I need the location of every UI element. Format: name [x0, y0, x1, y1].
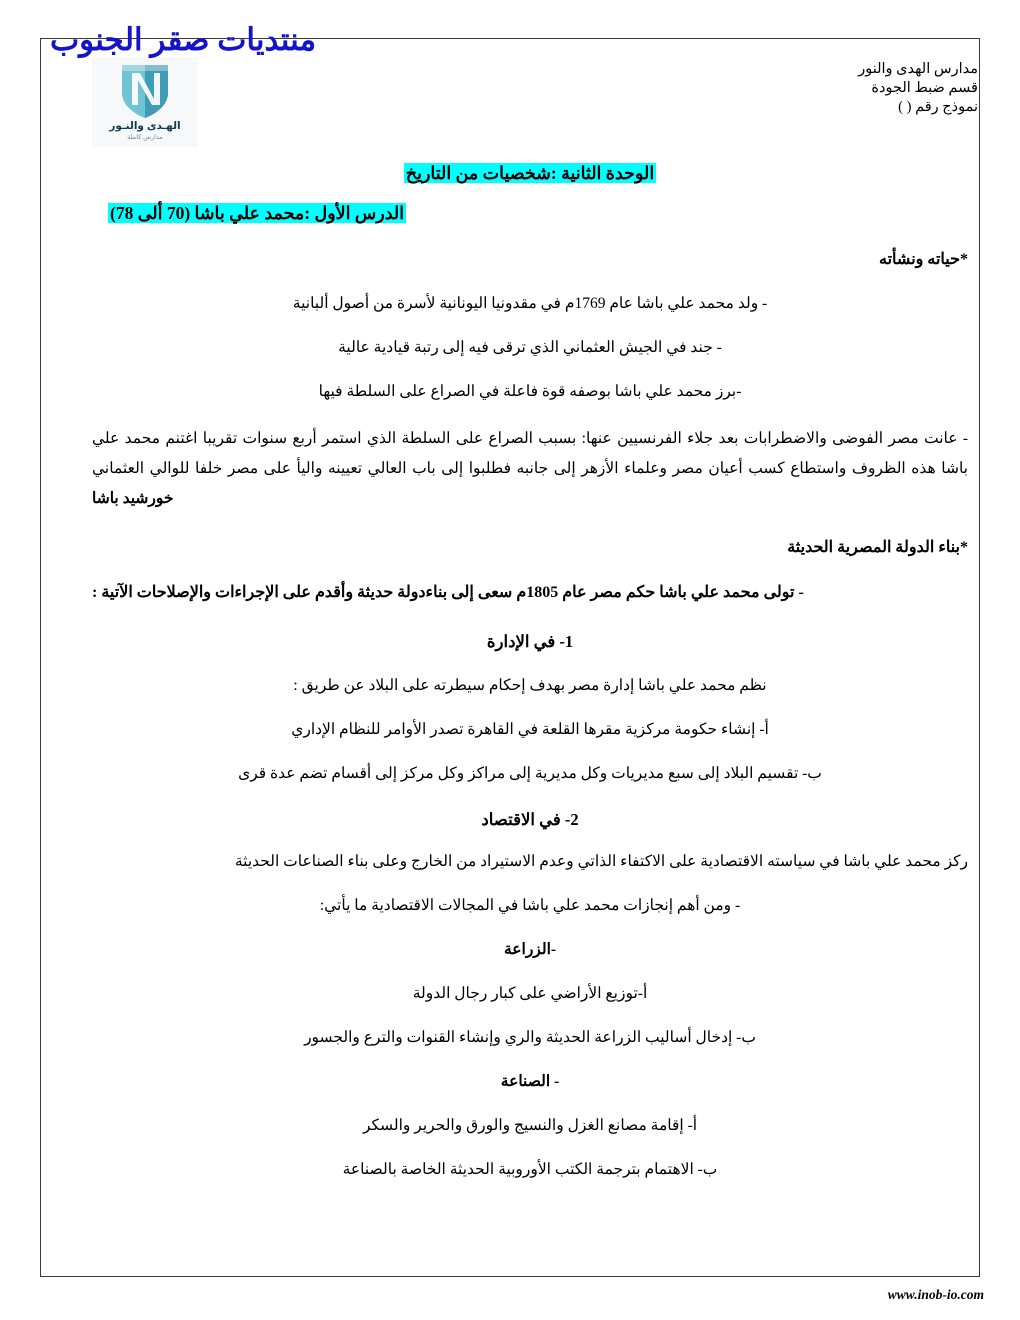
lesson-title-text: الدرس الأول :محمد علي باشا (70 ألى 78) [110, 203, 405, 223]
section-heading-agriculture: -الزراعة [503, 941, 557, 958]
economy-paragraph: ركز محمد علي باشا في سياسته الاقتصادية على الاكتفاء الذاتي وعدم الاستيراد من الخارج وعلى بناء الصناعات الحديثة [234, 853, 968, 870]
school-logo [92, 57, 198, 147]
unit-title [92, 160, 968, 186]
life-line-2: - جند في الجيش العثماني الذي ترقى فيه إلى رتبة قيادية عالية [338, 339, 722, 356]
shield-icon [114, 59, 176, 121]
section-heading-life: *حياته ونشأته [879, 251, 968, 268]
life-paragraph-text: - عانت مصر الفوضى والاضطرابات بعد جلاء الفرنسيين عنها: بسبب الصراع على السلطة الذي استمر أربع سنوات تقريبا اغتنم محمد علي باشا هذه الظروف واستطاع كسب أعيان مصر وعلماء الأزهر إلى جانبه فطلبوا إلى باب العالي تعيينه واليأ على مصر خلفا للوالي العثماني [92, 430, 968, 477]
header-line-school: مدارس الهدى والنور [858, 61, 978, 77]
life-paragraph [92, 424, 968, 514]
document-body [92, 160, 968, 1182]
industry-item-a: أ- إقامة مصانع الغزل والنسيج والورق والحرير والسكر [362, 1117, 698, 1134]
lesson-title [92, 200, 968, 226]
life-paragraph-bold-name: خورشيد باشا [92, 490, 174, 507]
administration-item-a: أ- إنشاء حكومة مركزية مقرها القلعة في القاهرة تصدر الأوامر للنظام الإداري [291, 721, 769, 738]
header-line-department: قسم ضبط الجودة [871, 80, 978, 96]
section-heading-state-building: *بناء الدولة المصرية الحديثة [787, 539, 968, 556]
logo-caption: الهـدى والنـور [109, 120, 181, 132]
footer-website-url: www.inob-io.com [887, 1287, 984, 1302]
forum-watermark-text: منتديات صقر الجنوب [50, 22, 317, 57]
section-heading-administration: 1- في الإدارة [486, 632, 574, 651]
logo-subcaption: مدارس كاملة [127, 134, 163, 141]
section-heading-industry: - الصناعة [500, 1073, 560, 1090]
unit-title-text: الوحدة الثانية :شخصيات من التاريخ [405, 163, 655, 183]
section-heading-economy: 2- في الاقتصاد [481, 810, 579, 829]
life-line-1: - ولد محمد علي باشا عام 1769م في مقدونيا اليونانية لأسرة من أصول ألبانية [292, 295, 768, 312]
economy-note: - ومن أهم إنجازات محمد علي باشا في المجالات الاقتصادية ما يأتي: [319, 897, 741, 914]
agriculture-item-a: أ-توزيع الأراضي على كبار رجال الدولة [412, 985, 648, 1002]
industry-item-b: ب- الاهتمام بترجمة الكتب الأوروبية الحديثة الخاصة بالصناعة [342, 1161, 718, 1178]
agriculture-item-b: ب- إدخال أساليب الزراعة الحديثة والري وإنشاء القنوات والترع والجسور [304, 1029, 756, 1046]
administration-item-b: ب- تقسيم البلاد إلى سبع مديريات وكل مديرية إلى مراكز وكل مركز إلى أقسام تضم عدة قرى [238, 765, 822, 782]
life-line-3: -برز محمد علي باشا بوصفه قوة فاعلة في الصراع على السلطة فيها [318, 383, 742, 400]
state-building-paragraph: - تولى محمد علي باشا حكم مصر عام 1805م سعى إلى بناءدولة حديثة وأقدم على الإجراءات والإصلاحات الآتية : [92, 584, 804, 601]
administration-intro: نظم محمد علي باشا إدارة مصر بهدف إحكام سيطرته على البلاد عن طريق : [293, 677, 767, 694]
document-header [858, 60, 978, 117]
header-line-form-number: نموذج رقم ( ) [898, 99, 978, 115]
